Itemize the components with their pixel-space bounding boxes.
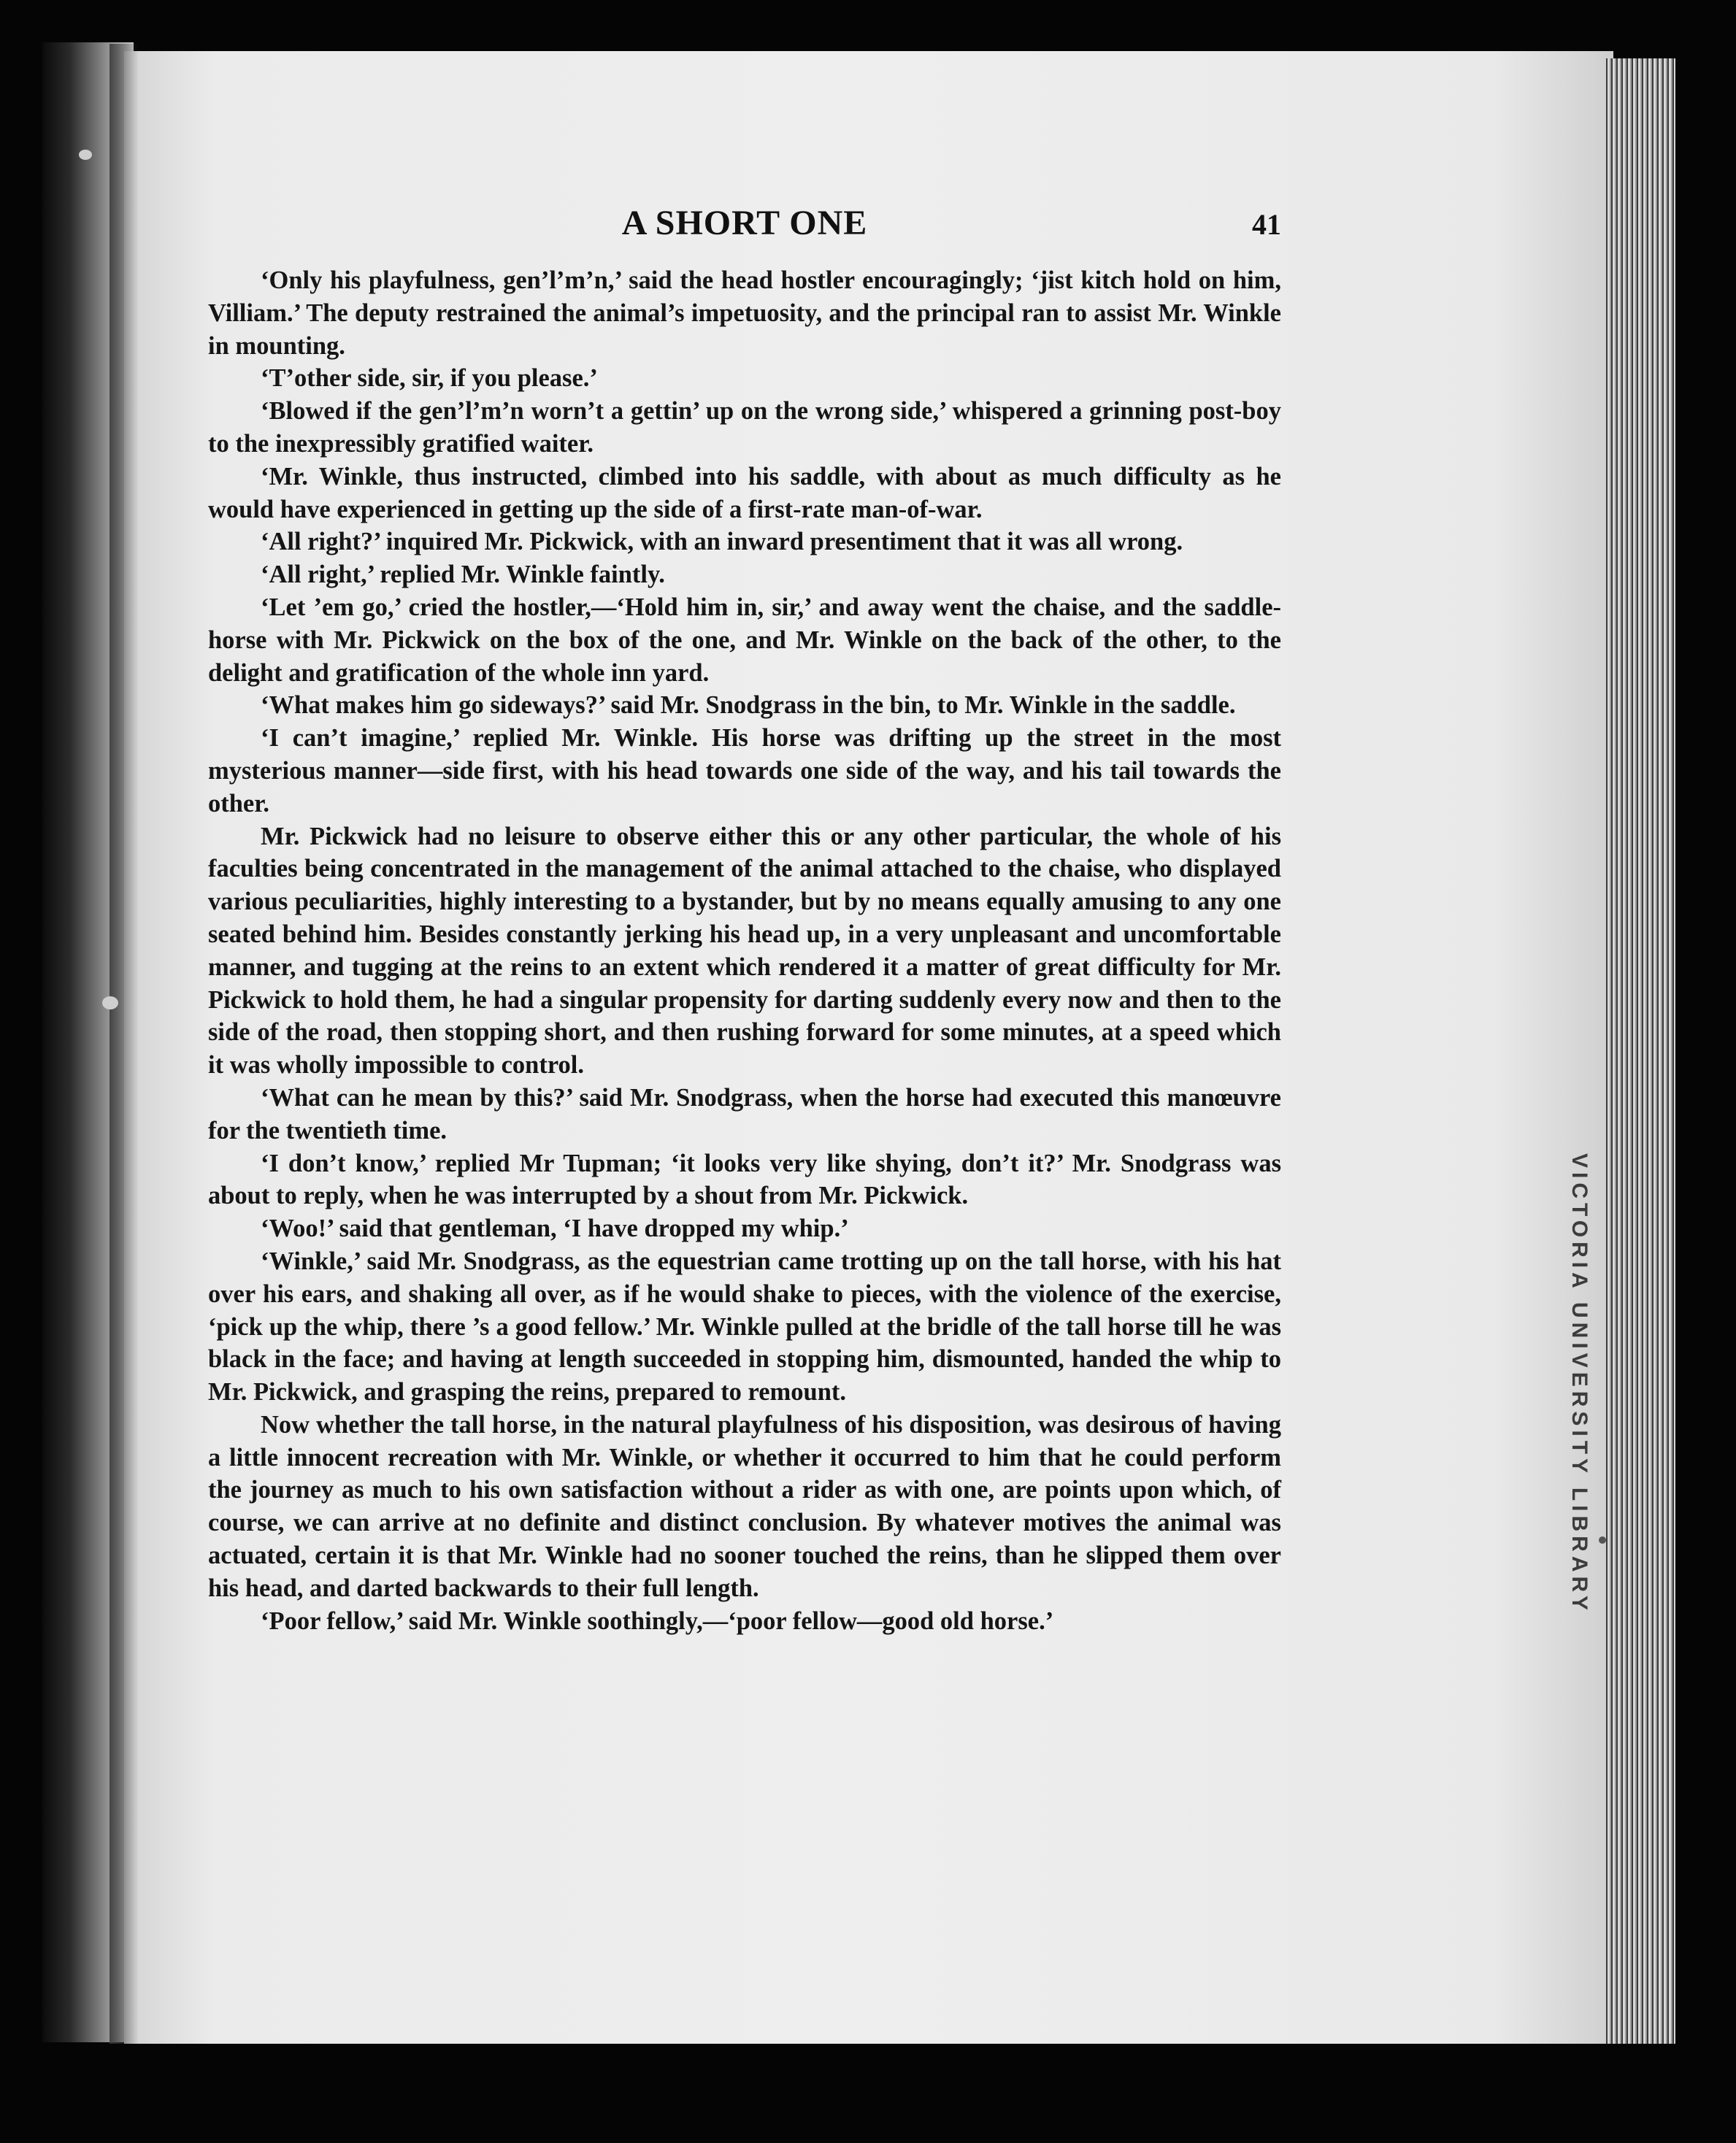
running-header — [208, 203, 1281, 261]
paragraph: ‘I don’t know,’ replied Mr Tupman; ‘it looks very like shying, don’t it?’ Mr. Snodgrass was about to reply, when he was interrupted by a shout from Mr. Pickwick. — [208, 1149, 1281, 1210]
binding-shadow — [110, 44, 139, 2044]
page-number: 41 — [1252, 208, 1281, 241]
library-stamp: VICTORIA UNIVERSITY LIBRARY — [1567, 1153, 1591, 1615]
paragraph: ‘Poor fellow,’ said Mr. Winkle soothingly,—‘poor fellow—good old horse.’ — [261, 1607, 1054, 1635]
paragraph: ‘T’other side, sir, if you please.’ — [261, 364, 598, 393]
paragraph: ‘Let ’em go,’ cried the hostler,—‘Hold him in, sir,’ and away went the chaise, and the saddle-horse with Mr. Pickwick on the box of the one, and Mr. Winkle on the back of the other, to the delight and gratification of the whole inn yard. — [208, 593, 1281, 687]
paper-speck — [1599, 1536, 1606, 1544]
paragraph: ‘What can he mean by this?’ said Mr. Snodgrass, when the horse had executed this manœuvre for the twentieth time. — [208, 1083, 1281, 1144]
paragraph: ‘Winkle,’ said Mr. Snodgrass, as the equestrian came trotting up on the tall horse, with his hat over his ears, and shaking all over, as if he would shake to pieces, with the violence of the exercise, ‘pick up the whip, there ’s a good fellow.’ Mr. Winkle pulled at the bridle of the tall horse till he was black in the face; and having at length succeeded in stopping him, dismounted, handed the whip to Mr. Pickwick, and grasping the reins, prepared to remount. — [208, 1247, 1281, 1407]
paragraph: ‘What makes him go sideways?’ said Mr. Snodgrass in the bin, to Mr. Winkle in the saddle. — [261, 691, 1236, 720]
paragraph: ‘All right?’ inquired Mr. Pickwick, with an inward presentiment that it was all wrong. — [261, 528, 1183, 556]
page-title: A SHORT ONE — [621, 204, 868, 242]
paragraph: ‘Woo!’ said that gentleman, ‘I have dropped my whip.’ — [261, 1215, 849, 1243]
page-stack-edge — [1606, 58, 1675, 2044]
paragraph: ‘All right,’ replied Mr. Winkle faintly. — [261, 561, 665, 589]
paragraph: ‘Blowed if the gen’l’m’n worn’t a gettin’ up on the wrong side,’ whispered a grinning post-boy to the inexpressibly gratified waiter. — [208, 397, 1281, 458]
paragraph: Now whether the tall horse, in the natural playfulness of his disposition, was desirous of having a little innocent recreation with Mr. Winkle, or whether it occurred to him that he could perform the journey as much to his own satisfaction without a rider as with one, are points upon which, of course, we can arrive at no definite and distinct conclusion. By whatever motives the animal was actuated, certain it is that Mr. Winkle had no sooner touched the reins, than he slipped them over his head, and darted backwards to their full length. — [208, 1410, 1281, 1602]
body-text — [208, 264, 1281, 1637]
paper-speck — [79, 150, 92, 160]
paragraph: ‘Mr. Winkle, thus instructed, climbed into his saddle, with about as much difficulty as he would have experienced in getting up the side of a first-rate man-of-war. — [208, 462, 1281, 523]
paper-speck — [102, 996, 118, 1009]
paragraph: Mr. Pickwick had no leisure to observe either this or any other particular, the whole of his faculties being concentrated in the management of the animal attached to the chaise, who displayed various peculiarities, highly interesting to a bystander, but by no means equally amusing to any one seated behind him. Besides constantly jerking his head up, in a very unpleasant and uncomfortable manner, and tugging at the reins to an extent which rendered it a matter of great difficulty for Mr. Pickwick to hold them, he had a singular propensity for darting suddenly every now and then to the side of the road, then stopping short, and then rushing forward for some minutes, at a speed which it was wholly impossible to control. — [208, 822, 1281, 1080]
paragraph: ‘Only his playfulness, gen’l’m’n,’ said the head hostler encouragingly; ‘jist kitch hold on him, Villiam.’ The deputy restrained the animal’s impetuosity, and the principal ran to assist Mr. Winkle in mounting. — [208, 266, 1281, 360]
paragraph: ‘I can’t imagine,’ replied Mr. Winkle. His horse was drifting up the street in the most mysterious manner—side first, with his head towards one side of the way, and his tail towards the other. — [208, 724, 1281, 817]
